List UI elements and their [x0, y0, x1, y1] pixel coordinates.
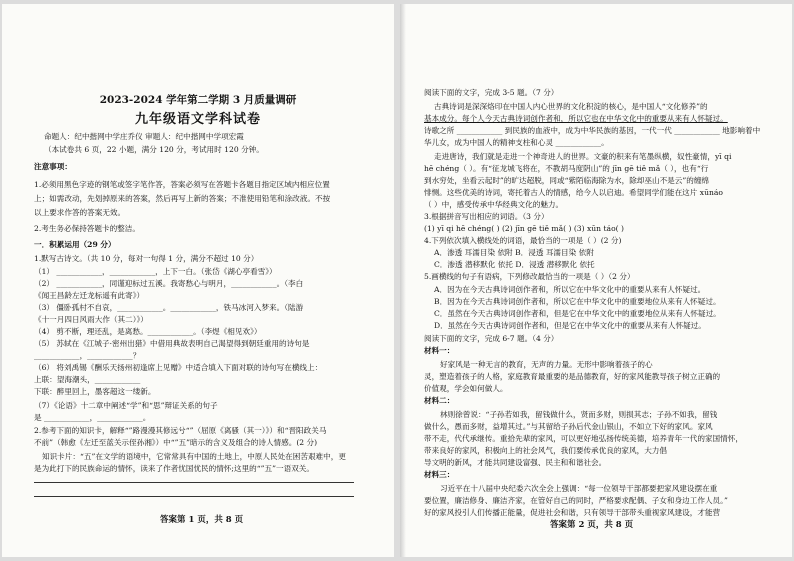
passage-line: （ ）中，感受传承中华经典文化的魅力。	[424, 200, 564, 209]
exam-info: （本试卷共 6 页，22 小题，满分 120 分，考试用时 120 分钟。	[44, 145, 264, 154]
q1-item: 是 ____________，____________。	[34, 413, 151, 422]
passage-underlined-line: 基本成分。每个人今天古典诗词创作者和，所以它也在中华文化中的重要从来有人怀疑过。	[424, 114, 728, 123]
passage-line: 走进唐诗，我们就是走进一个神奇进人的世界。文豪的积来有笔墨纵横，奴性豪情，yī qi	[434, 152, 732, 161]
question-2: 2.参考下面的知识卡，解释“”路漫漫其修远兮“”（屈原《离骚（其一）》）和“晋阳政关马	[34, 426, 327, 435]
exam-subject-title: 九年级语文学科试卷	[134, 112, 261, 127]
note-line: 2.考生务必保持答题卡的整洁。	[34, 224, 140, 233]
material-line: 林则徐曾说：“子孙若如我，留钱做什么，贤而多财，则损其志；子孙不如我，留钱	[440, 410, 718, 419]
passage-line: 华儿女，成为中国人的精神支柱和心灵 ____________。	[424, 138, 609, 147]
question-5: 5.画横线的句子有语病，下列修改最恰当的一项是（ ）（2 分）	[424, 272, 635, 281]
q1-item: （2） ____________，同谨迎标过五溪。我寄愁心与明月，____________。（李白	[34, 279, 304, 288]
question-4: 4.下列依次填入横线处的词语，最恰当的一项是（ ）(2 分)	[424, 236, 622, 245]
question-3: 3.根据拼音写出相应的词语。（3 分）	[424, 212, 549, 221]
page-footer: 答案第 2 页，共 8 页	[550, 520, 634, 530]
note-line: 1.必须用黑色字迹的钢笔或签字笔作答，答案必须写在答题卡各题目指定区域内相应位置	[34, 180, 330, 189]
q1-item: （4） 剪不断，理还乱，是离愁。____________。（李煜《相见欢》）	[34, 327, 262, 336]
q4-option: C．渗透 潜移默化 依托 D．浸透 潜移默化 依托	[434, 260, 595, 269]
passage-line: hē chéng（ ）。有“征龙城飞将在，不教胡马度阴山”的 jīn gē tiě mǎ（ ），也有“行	[424, 164, 709, 173]
q1-item: 《十一月四日风雨大作（其二）》）	[34, 315, 148, 324]
q5-option: B．因为在今天古典诗词创作者和，所以它在中华文化中的重要地位从来有人怀疑过。	[434, 297, 721, 306]
answer-line	[34, 482, 354, 483]
q1-item: （3） 僵卧孤村不自哀，____________。____________，铁马冰河入梦来。（陆游	[34, 303, 304, 312]
material-line: 好家风是一种无言的教育，无声的力量。无形中影响着孩子的心	[440, 360, 653, 369]
material-line: 灵，塑造着孩子的人格，家庭教育最重要的是品德教育，好的家风能教导孩子树立正确的	[424, 372, 721, 381]
exam-page-right	[400, 4, 792, 557]
question-2: 不前”（韩愈《左迁至蓝关示侄孙湘》）中“”五”暗示的含义及组合的诗人情感。(2 分)	[34, 438, 318, 447]
passage-line: 古典诗词是深深烙印在中国人内心世界的文化积淀的核心，是中国人“文化修养”的	[434, 102, 708, 111]
q1-item: ____________，____________？	[34, 351, 141, 360]
q5-option: C．虽然在今天古典诗词创作者和，但是它在中华文化中的重要地位从来有人怀疑过。	[434, 309, 721, 318]
material-line: 习近平在十八届中央纪委六次全会上强调：“每一位领导干部都要把家风建设摆在重	[440, 484, 718, 493]
material-line: 导文明的新风，才能共同建设富强、民主和和谐社会。	[424, 458, 607, 467]
exam-page-left	[2, 4, 394, 557]
q1-item: （7）《论语》十二章中阐述“学”和“思”辩证关系的句子	[34, 401, 218, 410]
reading-intro: 阅读下面的文字，完成 3-5 题。（7 分）	[424, 88, 559, 97]
passage-line: 到水穷处，坐看云起时”的旷达超脱，同或“紫陌临海除为水，除却巫山不是云”的缠绵	[424, 176, 710, 185]
note-line: 以上要求作答的答案无效。	[34, 208, 126, 217]
material-line: 好的家风投引人们传播正能量，促进社会和谐，只有领导干部带头重视家风建设，才能营	[424, 508, 721, 517]
reading-intro: 阅读下面的文字，完成 6-7 题。（4 分）	[424, 334, 559, 343]
question-1: 1.默写古诗文。（共 10 分，每对一句得 1 分，满分不超过 10 分）	[34, 254, 259, 263]
passage-line: 诗歌之所 ____________ 到民族的血液中，成为中华民族的基因，一代一代 ____________ 地影响着中	[424, 126, 761, 135]
material-line: 带来良好的家风，积极向上的社会风气，我们要传承优良的家风，大力倡	[424, 446, 667, 455]
passage-line: 悱恻。这些优美的诗词，寄托着古人的情感，给今人以启迪。希望同学们能在这片 xūnáo	[424, 188, 723, 197]
q1-item: 上联：望海潮头，____________	[34, 375, 141, 384]
q3-blanks: (1) yī qi hē chéng( ) (2) jīn gē tiě mǎ( ) (3) xūn táo( )	[424, 224, 624, 233]
material-line: 要位置，廉洁修身、廉洁齐家，在管好自己的同时，严格要求配偶、子女和身边工作人员。”	[424, 496, 728, 505]
answer-line	[34, 496, 354, 497]
section-heading: 一．积累运用（29 分）	[34, 240, 116, 249]
q1-item: 下联：醉里回上，墨客超这一缕新。	[34, 387, 156, 396]
material-heading: 材料三：	[424, 470, 455, 479]
notes-heading: 注意事项：	[34, 162, 72, 171]
q5-option: D．虽然在今天古典诗词创作者和，但是它在中华文化中的重要从来有人怀疑过。	[434, 321, 706, 330]
q1-item: （1） ____________，____________，上下一白。（张岱《湖心亭看雪》）	[34, 267, 277, 276]
page-fold	[400, 4, 406, 557]
q1-item: 《闻王昌龄左迁龙标遥有此寄》）	[34, 291, 145, 300]
knowledge-card: 是为此打下的民族命运的情怀，读来了作者忧国忧民的情怀;这里的“”五”一语双关。	[34, 464, 314, 473]
page-footer: 答案第 1 页，共 8 页	[160, 515, 244, 525]
q5-option: A．因为在今天古典诗词创作者和，所以它在中华文化中的重要从来有人怀疑过。	[434, 285, 706, 294]
exam-authors: 命题人：纪中揩网中学庄乔仪 审题人：纪中揩网中学项宏霞	[44, 132, 244, 141]
q1-item: （6） 将刘禹锡《酬乐天扬州初逢席上见赠》中适合填入下面对联的诗句写在横线上：	[34, 363, 323, 372]
q4-option: A．渗透 耳濡目染 依附 B．浸透 耳濡目染 依附	[434, 248, 594, 257]
material-heading: 材料二：	[424, 396, 455, 405]
material-line: 价值观，学会如何做人。	[424, 384, 508, 393]
material-line: 做什么，愚而多财，益增其过。”与其留给子孙后代金山银山，不如立下好的家风。家风	[424, 422, 713, 431]
material-line: 带不走，代代承继传。重拾先辈的家风，可以更好地弘扬传统美德，培养青年一代的家国情怀，	[424, 434, 743, 443]
exam-term-title: 2023-2024 学年第二学期 3 月质量调研	[99, 94, 297, 106]
note-line: 上；如需改动，先划掉原来的答案，然后再写上新的答案；不准使用铅笔和涂改液。不按	[34, 194, 331, 203]
q1-item: （5） 苏轼在《江城子·密州出猎》中借用典故表明自己渴望得到朝廷重用的诗句是	[34, 339, 310, 348]
material-heading: 材料一：	[424, 346, 455, 355]
knowledge-card: 知识卡片：“五”在文学的语境中，它常常具有中国的土地上，中原人民处在困苦艰难中，更	[42, 452, 346, 461]
